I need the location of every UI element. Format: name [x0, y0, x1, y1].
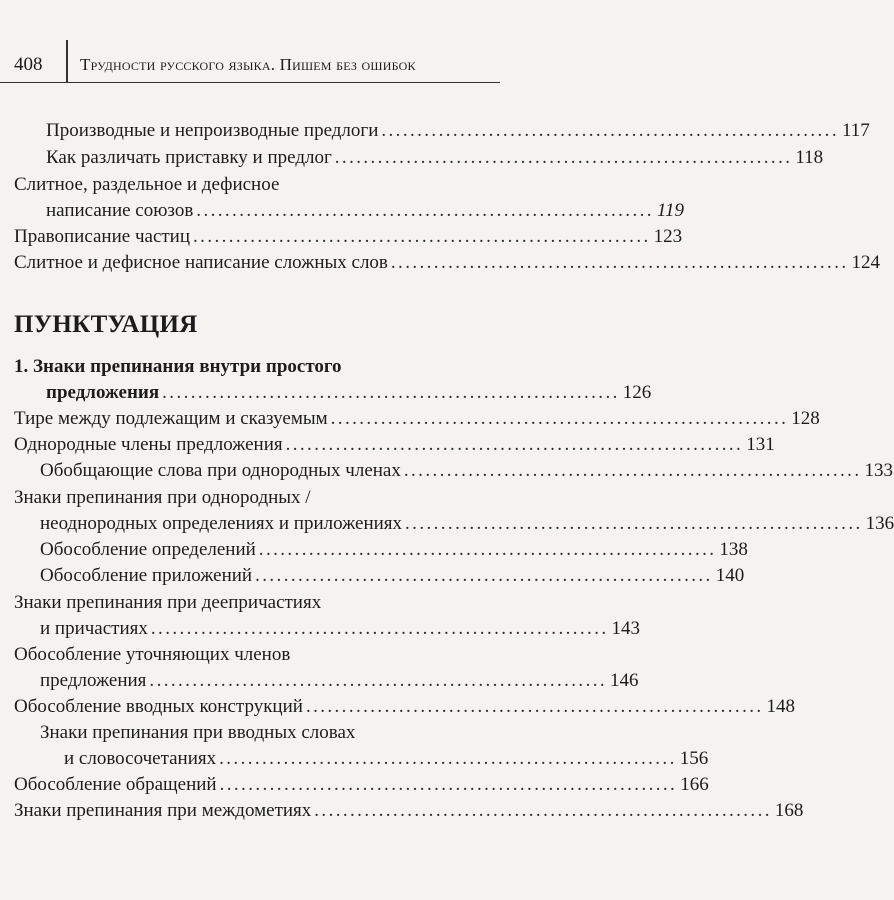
dot-leader: ................................................................ [193, 226, 651, 247]
toc-entry-page: 118 [795, 147, 824, 168]
section-heading: ПУНКТУАЦИЯ [14, 311, 198, 338]
running-title: Трудности русского языка. Пишем без ошибок [80, 55, 416, 74]
dot-leader: ................................................................ [330, 408, 789, 429]
toc-entry [14, 432, 775, 458]
toc-entry-title: Производные и непроизводные предлоги [46, 120, 379, 141]
toc-entry-page: 133 [864, 460, 893, 481]
toc-entry-title: и причастиях [40, 618, 148, 639]
toc-entry [46, 198, 684, 224]
dot-leader: ................................................................ [219, 774, 678, 795]
toc-entry-page: 126 [622, 382, 652, 403]
toc-entry [14, 250, 881, 276]
toc-entry-title: Как различать приставку и предлог [46, 147, 332, 168]
toc-entry-title: предложения [40, 670, 147, 691]
toc-entry-first-line: Знаки препинания при вводных словах [40, 722, 356, 743]
page-header [0, 40, 500, 83]
toc-entry-title: Знаки препинания при междометиях [14, 800, 312, 821]
toc-entry-first-line: Знаки препинания при деепричастиях [14, 592, 322, 613]
toc-entry-title: Обособление вводных конструкций [14, 696, 303, 717]
toc-entry-page: 119 [656, 200, 684, 221]
toc-entry-title: написание союзов [46, 200, 194, 221]
toc-entry-page: 131 [746, 434, 775, 455]
dot-leader: ................................................................ [390, 252, 849, 273]
toc-entry [46, 118, 870, 144]
toc-entry-page: 148 [766, 696, 796, 717]
toc-entry-page: 146 [610, 670, 639, 691]
dot-leader: ................................................................ [258, 539, 717, 560]
toc-entry-title: Обособление приложений [40, 565, 253, 586]
dot-leader: ................................................................ [219, 748, 677, 769]
dot-leader: ................................................................ [405, 513, 863, 534]
toc-entry [40, 537, 748, 563]
toc-entry [40, 458, 893, 484]
toc-entry-title: Обособление определений [40, 539, 256, 560]
toc-entry-title: Однородные члены предложения [14, 434, 283, 455]
page-number: 408 [14, 54, 43, 75]
toc-entry [64, 746, 709, 772]
toc-entry-first-line: 1. Знаки препинания внутри простого [14, 356, 342, 377]
toc-entry-page: 136 [865, 513, 894, 534]
dot-leader: ................................................................ [255, 565, 713, 586]
header-divider [66, 40, 68, 82]
toc-entry [14, 406, 820, 432]
dot-leader: ................................................................ [162, 382, 620, 403]
toc-entry-page: 168 [774, 800, 804, 821]
dot-leader: ................................................................ [196, 200, 654, 221]
toc-entry-title: Правописание частиц [14, 226, 191, 247]
toc-entry [14, 224, 683, 250]
toc-entry [40, 668, 639, 694]
toc-entry [14, 772, 709, 798]
toc-entry-page: 140 [715, 565, 745, 586]
dot-leader: ................................................................ [381, 120, 839, 141]
toc-entry-title: Обособление обращений [14, 774, 217, 795]
toc-entry-page: 123 [653, 226, 683, 247]
toc-entry [14, 798, 804, 824]
toc-entry-page: 128 [791, 408, 820, 429]
dot-leader: ................................................................ [334, 147, 793, 168]
toc-entry-page: 138 [719, 539, 748, 560]
toc-entry [46, 145, 824, 171]
toc-entry-title: и словосочетаниях [64, 748, 217, 769]
toc-entry-page: 156 [679, 748, 709, 769]
toc-entry-first-line: Знаки препинания при однородных / [14, 487, 311, 508]
dot-leader: ................................................................ [305, 696, 764, 717]
toc-entry-page: 143 [611, 618, 640, 639]
toc-entry-title: Обобщающие слова при однородных членах [40, 460, 401, 481]
toc-entry-title: неоднородных определениях и приложениях [40, 513, 403, 534]
dot-leader: ................................................................ [149, 670, 608, 691]
toc-entry-first-line: Обособление уточняющих членов [14, 644, 291, 665]
dot-leader: ................................................................ [403, 460, 862, 481]
dot-leader: ................................................................ [285, 434, 744, 455]
toc-entry-page: 166 [680, 774, 709, 795]
dot-leader: ................................................................ [150, 618, 609, 639]
toc-entry [46, 380, 652, 406]
toc-entry [40, 511, 894, 537]
toc-entry-title: Тире между подлежащим и сказуемым [14, 408, 328, 429]
toc-entry [40, 616, 640, 642]
toc-entry [14, 694, 796, 720]
toc-entry [40, 563, 745, 589]
toc-entry-page: 124 [851, 252, 881, 273]
toc-entry-title: предложения [46, 382, 160, 403]
dot-leader: ................................................................ [314, 800, 772, 821]
toc-entry-title: Слитное и дефисное написание сложных слов [14, 252, 388, 273]
toc-entry-first-line: Слитное, раздельное и дефисное [14, 174, 280, 195]
toc-entry-page: 117 [841, 120, 870, 141]
